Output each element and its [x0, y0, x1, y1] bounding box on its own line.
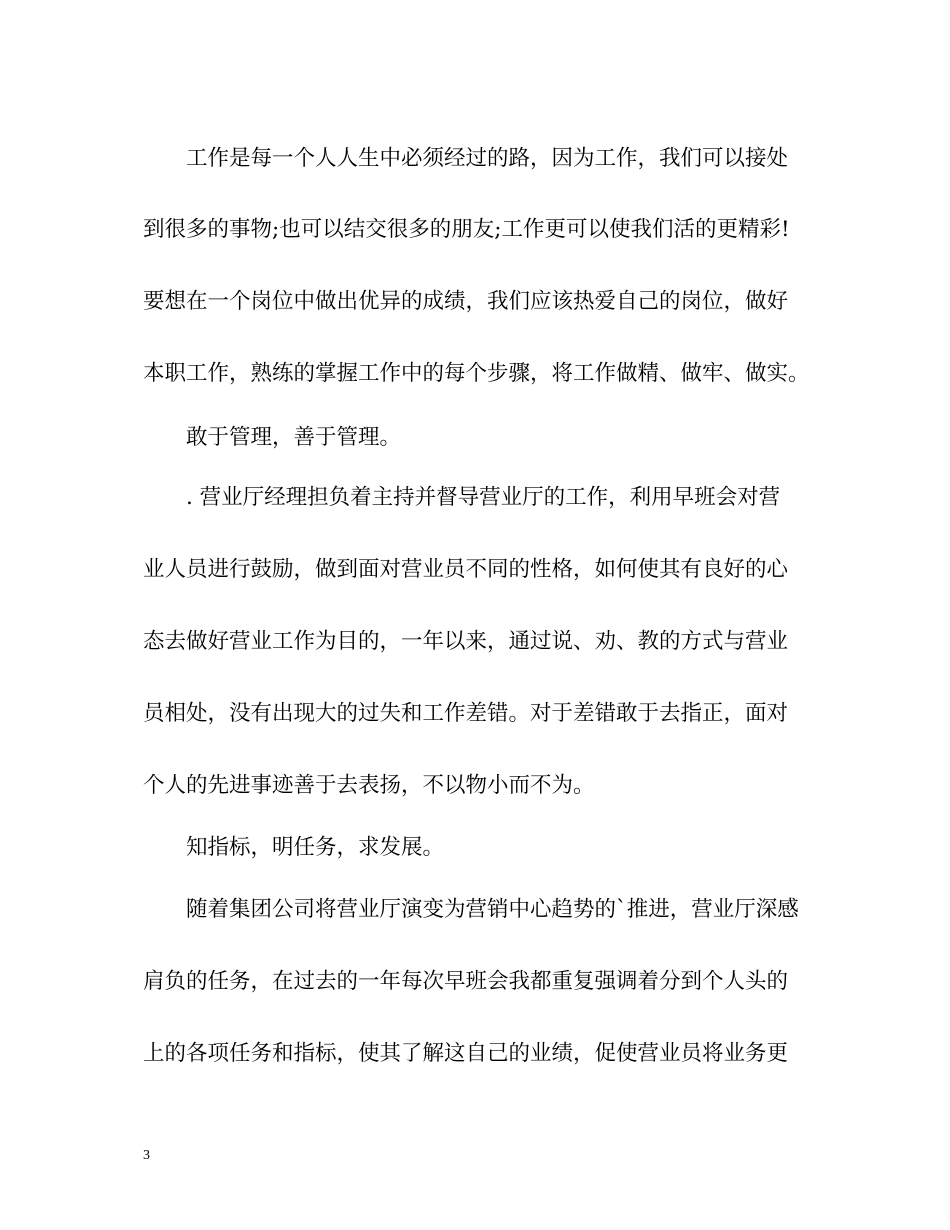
paragraph-line: . 营业厅经理担负着主持并督导营业厅的工作，利用早班会对营	[186, 485, 781, 510]
paragraph-line: 员相处，没有出现大的过失和工作差错。对于差错敢于去指正，面对	[143, 701, 789, 726]
paragraph-line: 上的各项任务和指标，使其了解这自己的业绩，促使营业员将业务更	[143, 1041, 789, 1066]
section-heading-line: 知指标，明任务，求发展。	[186, 835, 445, 860]
paragraph-line: 个人的先进事迹善于去表扬，不以物小而不为。	[143, 773, 595, 798]
paragraph-line: 要想在一个岗位中做出优异的成绩，我们应该热爱自己的岗位，做好	[143, 289, 789, 314]
paragraph-line: 本职工作，熟练的掌握工作中的每个步骤，将工作做精、做牢、做实。	[143, 361, 810, 386]
paragraph-line: 肩负的任务，在过去的一年每次早班会我都重复强调着分到个人头的	[143, 969, 789, 994]
paragraph-line: 工作是每一个人人生中必须经过的路，因为工作，我们可以接处	[186, 146, 789, 171]
page-number: 3	[143, 1148, 150, 1163]
paragraph-line: 业人员进行鼓励，做到面对营业员不同的性格，如何使其有良好的心	[143, 557, 789, 582]
paragraph-line: 态去做好营业工作为目的，一年以来，通过说、劝、教的方式与营业	[143, 629, 789, 654]
paragraph-line: 到很多的事物;也可以结交很多的朋友;工作更可以使我们活的更精彩!	[143, 217, 790, 242]
paragraph-line: 随着集团公司将营业厅演变为营销中心趋势的`推进，营业厅深感	[186, 897, 799, 922]
section-heading-line: 敢于管理，善于管理。	[186, 425, 402, 450]
